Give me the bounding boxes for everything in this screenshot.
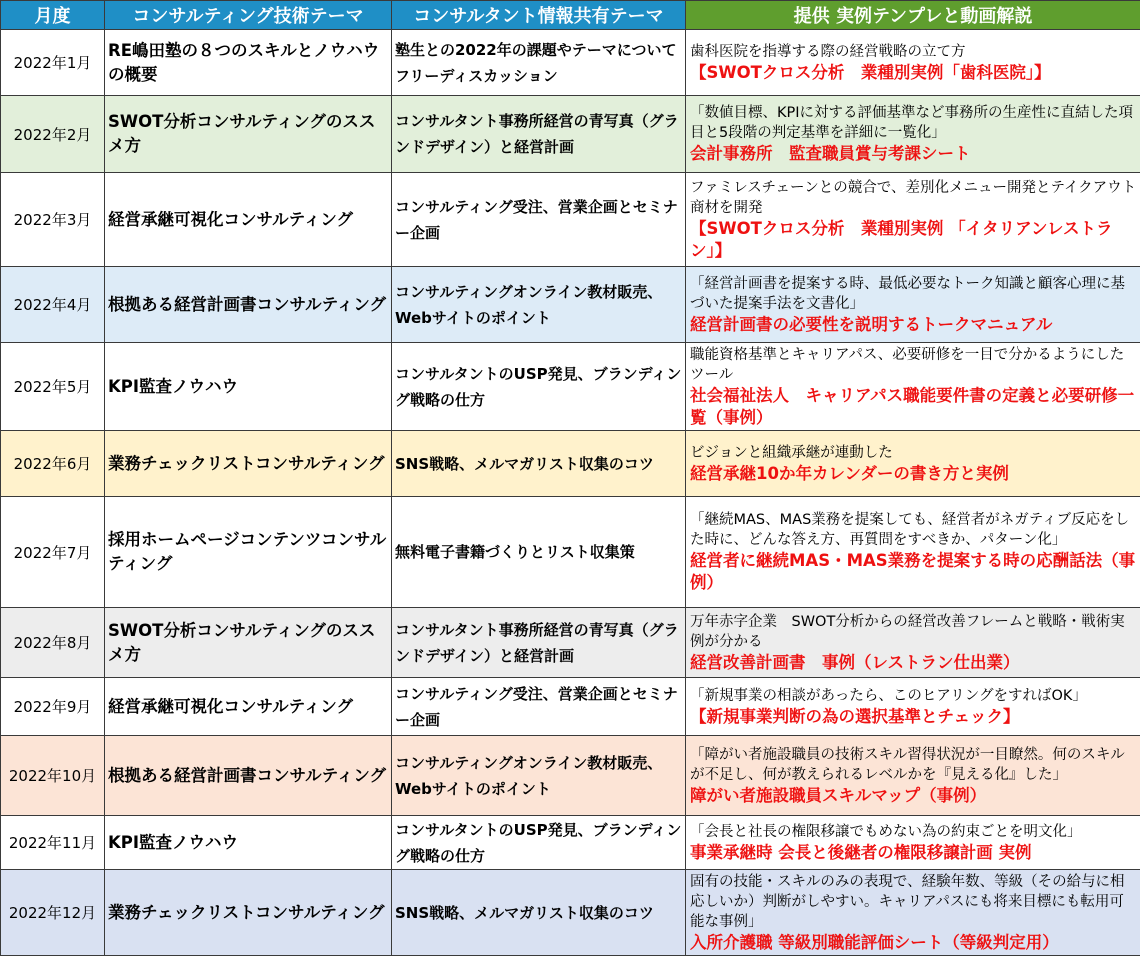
template-cell: [686, 608, 1140, 678]
template-highlight: 障がい者施設職員スキルマップ（事例）: [690, 785, 1137, 807]
table-row: [1, 267, 1140, 343]
template-description: 固有の技能・スキルのみの表現で、経験年数、等級（その給与に相応しいか）判断がしやすい。キャリアパスにも将来目標にも転用可能な事例」: [690, 872, 1137, 932]
month-cell: 2022年5月: [1, 343, 105, 431]
template-highlight: 経営改善計画書 事例（レストラン仕出業）: [690, 652, 1137, 674]
skill-theme-cell: RE嶋田塾の８つのスキルとノウハウの概要: [105, 30, 392, 96]
share-theme-cell: コンサルティング受注、営業企画とセミナー企画: [392, 678, 686, 736]
skill-theme-cell: 採用ホームページコンテンツコンサルティング: [105, 497, 392, 608]
template-description: 「会長と社長の権限移譲でもめない為の約束ごとを明文化」: [690, 822, 1137, 842]
template-highlight: 経営承継10か年カレンダーの書き方と実例: [690, 463, 1137, 485]
table-row: [1, 736, 1140, 816]
month-cell: 2022年1月: [1, 30, 105, 96]
month-cell: 2022年10月: [1, 736, 105, 816]
template-cell: [686, 267, 1140, 343]
skill-theme-cell: SWOT分析コンサルティングのススメ方: [105, 608, 392, 678]
share-theme-cell: 無料電子書籍づくりとリスト収集策: [392, 497, 686, 608]
share-theme-cell: コンサルティングオンライン教材販売、Webサイトのポイント: [392, 736, 686, 816]
month-cell: 2022年8月: [1, 608, 105, 678]
month-cell: 2022年11月: [1, 816, 105, 870]
month-cell: 2022年9月: [1, 678, 105, 736]
template-cell: [686, 736, 1140, 816]
table-row: [1, 30, 1140, 96]
template-highlight: 【新規事業判断の為の選択基準とチェック】: [690, 706, 1137, 728]
skill-theme-cell: 経営承継可視化コンサルティング: [105, 173, 392, 267]
header-share-theme: コンサルタント情報共有テーマ: [392, 1, 686, 30]
table-row: [1, 608, 1140, 678]
template-description: 職能資格基準とキャリアパス、必要研修を一目で分かるようにしたツール: [690, 345, 1137, 385]
share-theme-cell: コンサルタントのUSP発見、ブランディング戦略の仕方: [392, 343, 686, 431]
template-description: 歯科医院を指導する際の経営戦略の立て方: [690, 42, 1137, 62]
template-cell: [686, 431, 1140, 497]
skill-theme-cell: 業務チェックリストコンサルティング: [105, 431, 392, 497]
template-highlight: 入所介護職 等級別職能評価シート（等級判定用）: [690, 932, 1137, 954]
month-cell: 2022年2月: [1, 96, 105, 173]
share-theme-cell: コンサルタントのUSP発見、ブランディング戦略の仕方: [392, 816, 686, 870]
skill-theme-cell: KPI監査ノウハウ: [105, 343, 392, 431]
template-cell: [686, 816, 1140, 870]
template-cell: [686, 343, 1140, 431]
share-theme-cell: コンサルタント事務所経営の青写真（グランドデザイン）と経営計画: [392, 96, 686, 173]
header-template: 提供 実例テンプレと動画解説: [686, 1, 1140, 30]
month-cell: 2022年7月: [1, 497, 105, 608]
month-cell: 2022年12月: [1, 870, 105, 956]
template-cell: [686, 30, 1140, 96]
header-month: 月度: [1, 1, 105, 30]
template-description: 万年赤字企業 SWOT分析からの経営改善フレームと戦略・戦術実例が分かる: [690, 612, 1137, 652]
month-cell: 2022年6月: [1, 431, 105, 497]
share-theme-cell: コンサルティングオンライン教材販売、Webサイトのポイント: [392, 267, 686, 343]
template-description: ビジョンと組織承継が連動した: [690, 443, 1137, 463]
template-cell: [686, 96, 1140, 173]
table-row: [1, 816, 1140, 870]
table-row: [1, 431, 1140, 497]
template-description: 「数値目標、KPIに対する評価基準など事務所の生産性に直結した項目と5段階の判定基準を詳細に一覧化」: [690, 103, 1137, 143]
header-skill-theme: コンサルティング技術テーマ: [105, 1, 392, 30]
template-description: 「継続MAS、MAS業務を提案しても、経営者がネガティブ反応をした時に、どんな答え方、再質問をすべきか、パターン化」: [690, 510, 1137, 550]
share-theme-cell: 塾生との2022年の課題やテーマについてフリーディスカッション: [392, 30, 686, 96]
template-highlight: 経営計画書の必要性を説明するトークマニュアル: [690, 314, 1137, 336]
template-description: 「新規事業の相談があったら、このヒアリングをすればOK」: [690, 686, 1137, 706]
skill-theme-cell: KPI監査ノウハウ: [105, 816, 392, 870]
share-theme-cell: コンサルティング受注、営業企画とセミナー企画: [392, 173, 686, 267]
template-highlight: 会計事務所 監査職員賞与考課シート: [690, 143, 1137, 165]
template-cell: [686, 173, 1140, 267]
skill-theme-cell: 経営承継可視化コンサルティング: [105, 678, 392, 736]
template-highlight: 【SWOTクロス分析 業種別実例 「イタリアンレストラン」】: [690, 218, 1137, 262]
template-description: 「経営計画書を提案する時、最低必要なトーク知識と顧客心理に基づいた提案手法を文書化」: [690, 274, 1137, 314]
template-cell: [686, 870, 1140, 956]
share-theme-cell: コンサルタント事務所経営の青写真（グランドデザイン）と経営計画: [392, 608, 686, 678]
template-highlight: 社会福祉法人 キャリアパス職能要件書の定義と必要研修一覧（事例）: [690, 385, 1137, 429]
template-cell: [686, 497, 1140, 608]
skill-theme-cell: 根拠ある経営計画書コンサルティング: [105, 736, 392, 816]
share-theme-cell: SNS戦略、メルマガリスト収集のコツ: [392, 870, 686, 956]
template-description: 「障がい者施設職員の技術スキル習得状況が一目瞭然。何のスキルが不足し、何が教えられるレベルかを『見える化』した」: [690, 745, 1137, 785]
template-highlight: 経営者に継続MAS・MAS業務を提案する時の応酬話法（事例）: [690, 550, 1137, 594]
skill-theme-cell: SWOT分析コンサルティングのススメ方: [105, 96, 392, 173]
header-row: [1, 1, 1140, 30]
template-description: ファミレスチェーンとの競合で、差別化メニュー開発とテイクアウト商材を開発: [690, 178, 1137, 218]
template-highlight: 【SWOTクロス分析 業種別実例「歯科医院」】: [690, 62, 1137, 84]
table-row: [1, 497, 1140, 608]
template-cell: [686, 678, 1140, 736]
month-cell: 2022年4月: [1, 267, 105, 343]
table-row: [1, 870, 1140, 956]
skill-theme-cell: 業務チェックリストコンサルティング: [105, 870, 392, 956]
month-cell: 2022年3月: [1, 173, 105, 267]
table-row: [1, 678, 1140, 736]
skill-theme-cell: 根拠ある経営計画書コンサルティング: [105, 267, 392, 343]
table-row: [1, 96, 1140, 173]
share-theme-cell: SNS戦略、メルマガリスト収集のコツ: [392, 431, 686, 497]
template-highlight: 事業承継時 会長と後継者の権限移譲計画 実例: [690, 842, 1137, 864]
table-row: [1, 343, 1140, 431]
table-row: [1, 173, 1140, 267]
